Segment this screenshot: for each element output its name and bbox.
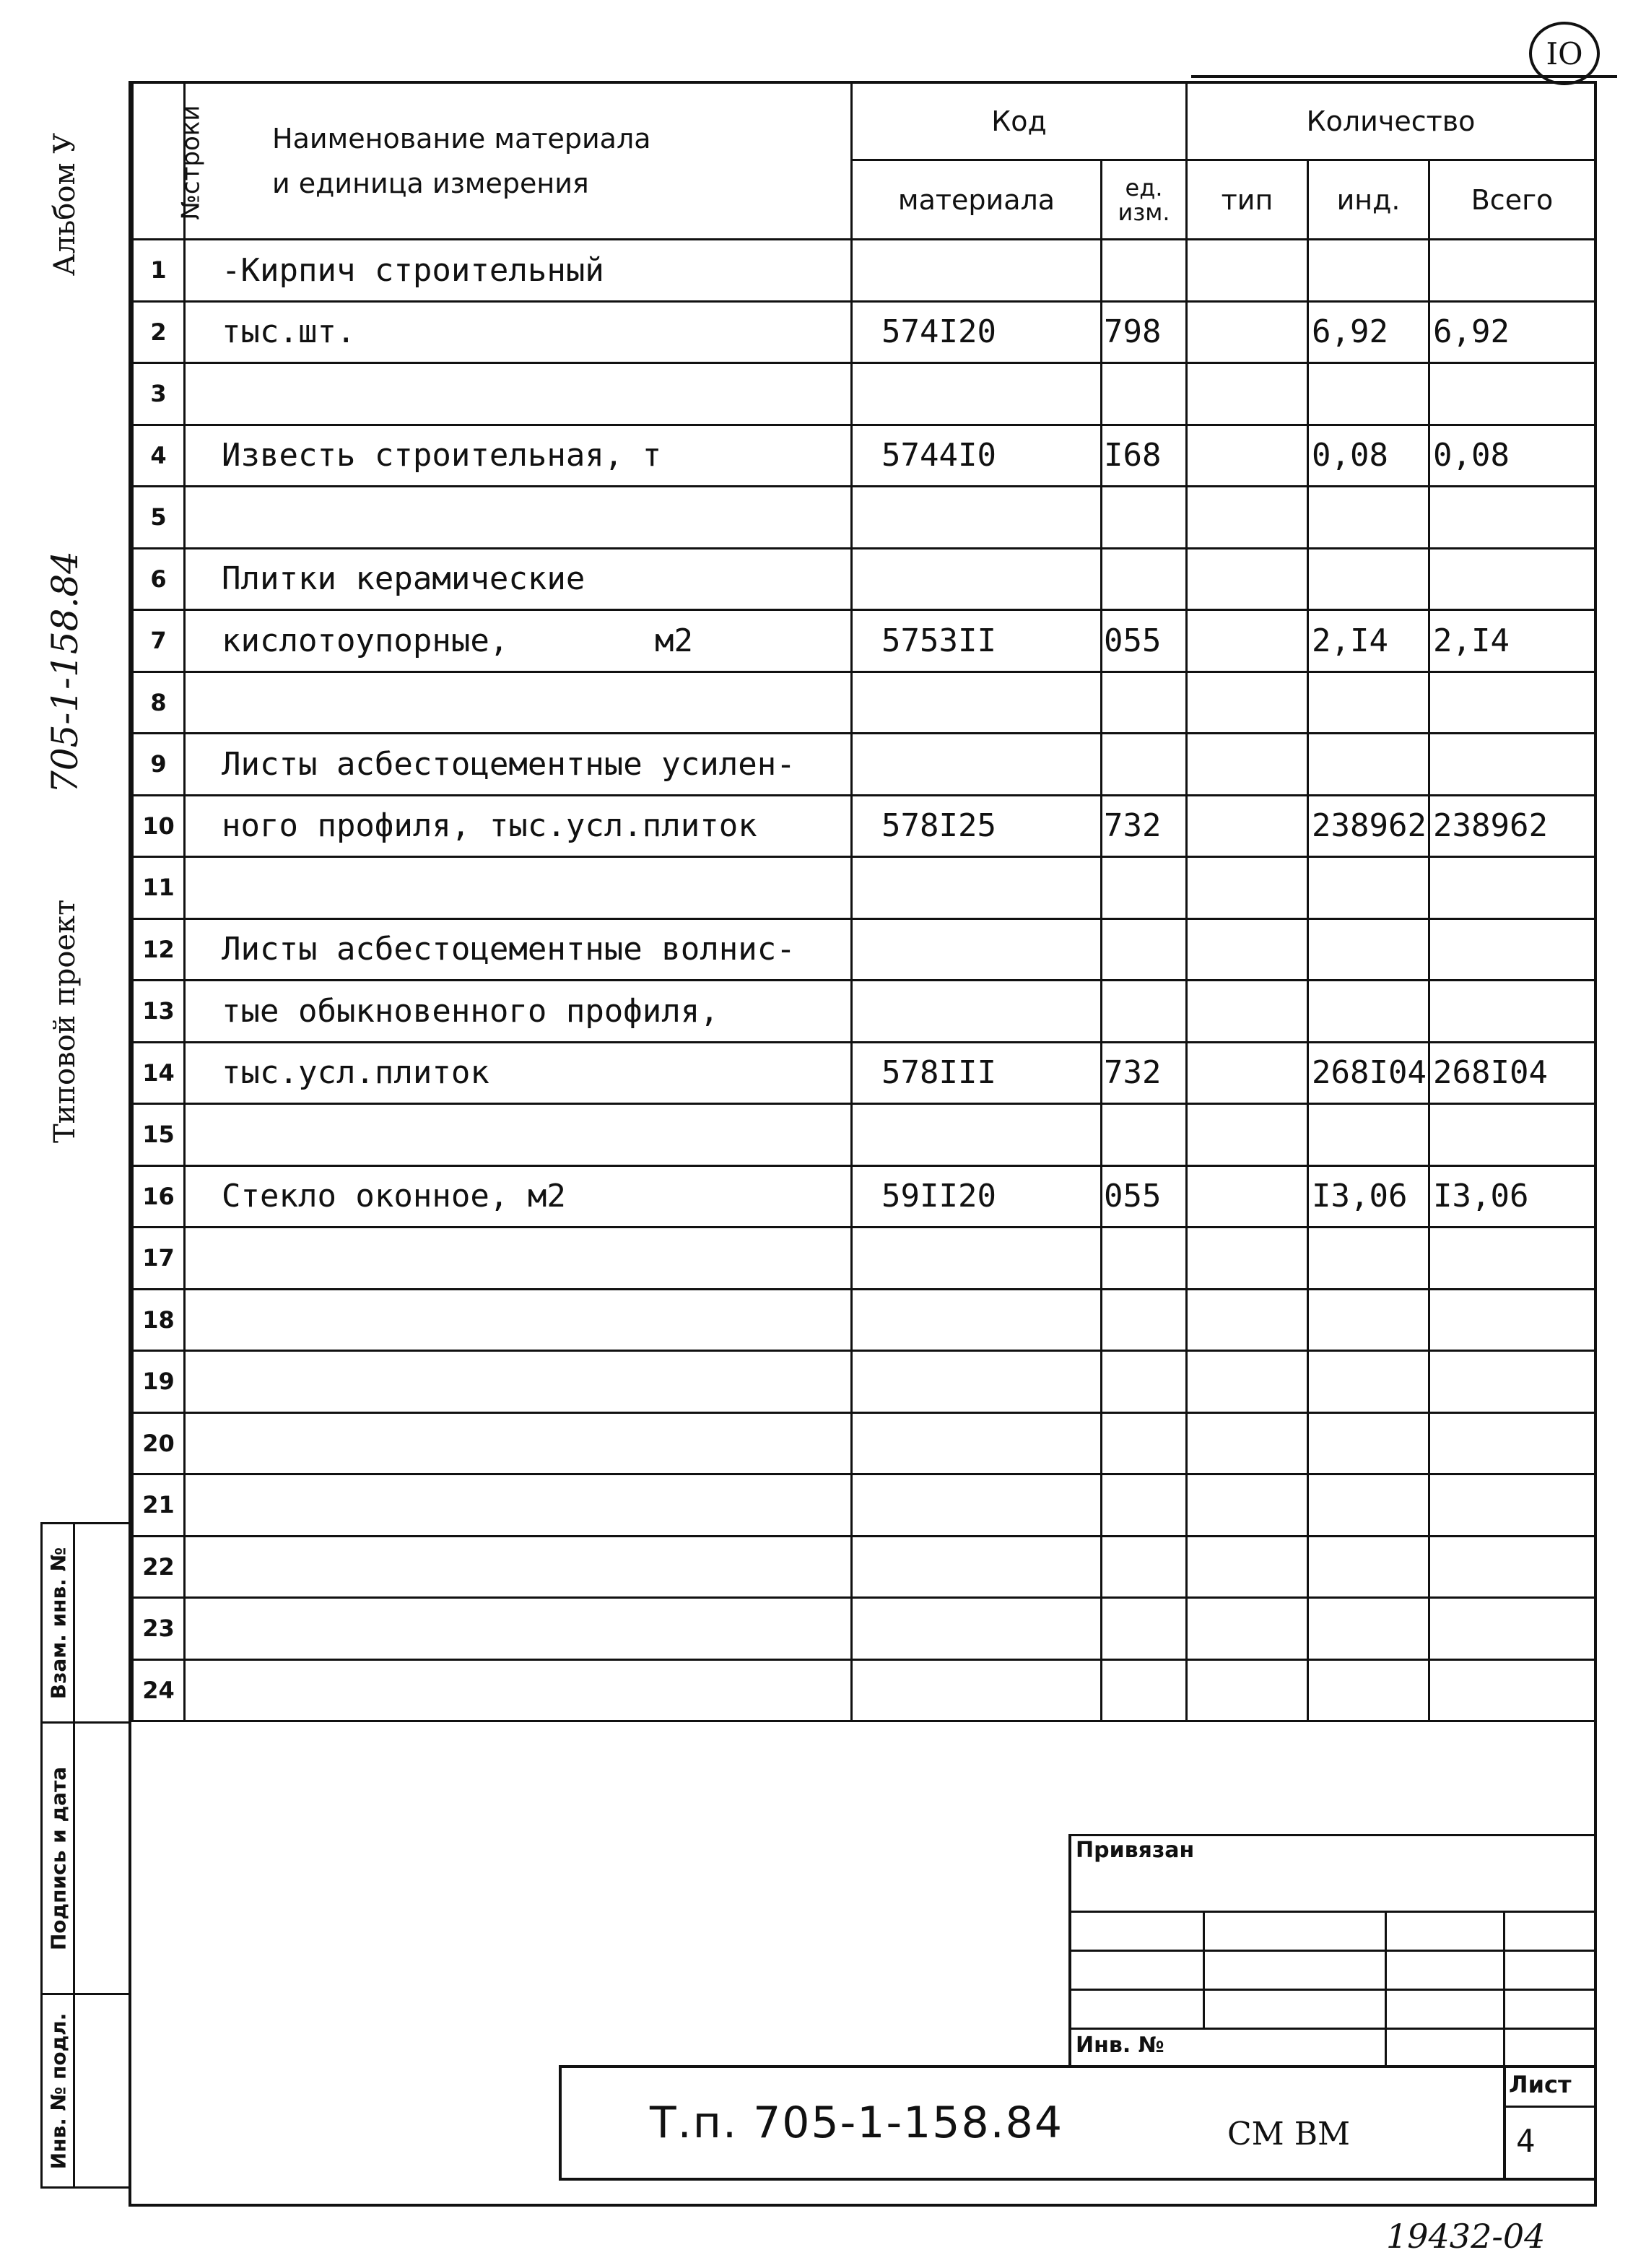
qty-type: [1187, 1228, 1308, 1290]
material-name: [185, 1412, 852, 1474]
qty-type: [1187, 548, 1308, 610]
material-code: 5753II: [852, 610, 1102, 672]
material-name: тыс.усл.плиток: [185, 1042, 852, 1104]
unit-code: [1102, 672, 1187, 734]
material-name: ного профиля, тыс.усл.плиток: [185, 795, 852, 857]
qty-ind: [1308, 1659, 1429, 1721]
table-row: [133, 1042, 1595, 1104]
row-number: 17: [133, 1228, 185, 1290]
material-name: -Кирпич строительный: [185, 240, 852, 302]
type-header: тип: [1187, 160, 1308, 240]
material-code: [852, 981, 1102, 1043]
material-code: [852, 734, 1102, 796]
material-code: [852, 240, 1102, 302]
material-code-header: материала: [852, 160, 1102, 240]
unit-header: ед. изм.: [1102, 160, 1187, 240]
table-row: [133, 425, 1595, 487]
qty-total: 2,I4: [1429, 610, 1595, 672]
qty-total: [1429, 672, 1595, 734]
row-number: 1: [133, 240, 185, 302]
qty-type: [1187, 301, 1308, 363]
material-name-unit: м2: [655, 622, 693, 659]
unit-code: [1102, 1659, 1187, 1721]
qty-total: [1429, 548, 1595, 610]
unit-code: 798: [1102, 301, 1187, 363]
unit-code: [1102, 1598, 1187, 1660]
qty-type: [1187, 1351, 1308, 1413]
row-number: 2: [133, 301, 185, 363]
qty-total: [1429, 1474, 1595, 1537]
qty-type: [1187, 795, 1308, 857]
unit-code: [1102, 1536, 1187, 1598]
material-code: [852, 672, 1102, 734]
material-name-text: кислотоупорные,: [222, 622, 509, 659]
material-name: Листы асбестоцементные волнис-: [185, 918, 852, 981]
name-header: Наименование материала и единица измерения: [185, 82, 852, 240]
material-name: Плитки керамические: [185, 548, 852, 610]
table-row: [133, 857, 1595, 919]
qty-type: [1187, 363, 1308, 425]
qty-type: [1187, 1042, 1308, 1104]
side-cell-podpis: Подпись и дата: [42, 1723, 74, 1994]
qty-ind: [1308, 981, 1429, 1043]
qty-total: [1429, 981, 1595, 1043]
qty-ind: [1308, 363, 1429, 425]
materials-table: [131, 81, 1596, 1722]
qty-type: [1187, 1412, 1308, 1474]
material-name: [185, 1536, 852, 1598]
row-number: 6: [133, 548, 185, 610]
row-number: 22: [133, 1536, 185, 1598]
row-number: 23: [133, 1598, 185, 1660]
qty-type: [1187, 1598, 1308, 1660]
material-name: тыс.шт.: [185, 301, 852, 363]
unit-code: [1102, 1351, 1187, 1413]
album-label: Альбом У: [48, 132, 82, 277]
material-name: [185, 857, 852, 919]
table-row: [133, 301, 1595, 363]
unit-code: [1102, 1104, 1187, 1166]
material-code: [852, 487, 1102, 549]
material-code: [852, 1351, 1102, 1413]
qty-ind: 0,08: [1308, 425, 1429, 487]
unit-code: [1102, 1474, 1187, 1537]
unit-code: 732: [1102, 795, 1187, 857]
row-number: 10: [133, 795, 185, 857]
attached-label: Привязан: [1076, 1838, 1195, 1863]
qty-total: [1429, 1598, 1595, 1660]
material-code: [852, 1536, 1102, 1598]
qty-total: [1429, 857, 1595, 919]
material-name: [185, 1598, 852, 1660]
qty-ind: [1308, 548, 1429, 610]
table-row: [133, 1412, 1595, 1474]
document-code: Т.п. 705-1-158.84: [650, 2098, 1064, 2148]
handwritten-project-number: 705-1-158.84: [44, 551, 86, 794]
qty-ind: [1308, 1412, 1429, 1474]
qty-ind: [1308, 1289, 1429, 1351]
row-number: 18: [133, 1289, 185, 1351]
row-number: 24: [133, 1659, 185, 1721]
qty-ind: [1308, 734, 1429, 796]
qty-type: [1187, 425, 1308, 487]
row-number: 3: [133, 363, 185, 425]
material-code: 59II20: [852, 1165, 1102, 1228]
qty-type: [1187, 672, 1308, 734]
material-name: [185, 610, 852, 672]
material-code: [852, 1474, 1102, 1537]
material-name: [185, 1289, 852, 1351]
frame-top-line: [1191, 75, 1617, 78]
table-row: [133, 487, 1595, 549]
material-code: [852, 1289, 1102, 1351]
side-cell-vzam: Взам. инв. №: [42, 1524, 74, 1723]
material-name: [185, 1351, 852, 1413]
unit-code: [1102, 734, 1187, 796]
material-name: [185, 1659, 852, 1721]
material-code: 5744I0: [852, 425, 1102, 487]
material-code: [852, 548, 1102, 610]
unit-code: [1102, 1228, 1187, 1290]
table-row: [133, 918, 1595, 981]
row-number-header: №строки: [133, 82, 185, 240]
qty-total: [1429, 487, 1595, 549]
qty-total: [1429, 363, 1595, 425]
unit-code: [1102, 857, 1187, 919]
row-number: 15: [133, 1104, 185, 1166]
row-number: 19: [133, 1351, 185, 1413]
material-name: [185, 487, 852, 549]
qty-type: [1187, 1289, 1308, 1351]
unit-code: [1102, 1412, 1187, 1474]
table-row: [133, 610, 1595, 672]
unit-code: 732: [1102, 1042, 1187, 1104]
qty-ind: [1308, 240, 1429, 302]
stamp-grid: [1068, 1834, 1597, 2065]
ind-header: инд.: [1308, 160, 1429, 240]
material-code: [852, 1104, 1102, 1166]
unit-code: [1102, 981, 1187, 1043]
table-row: [133, 1474, 1595, 1537]
qty-ind: [1308, 1474, 1429, 1537]
table-row: [133, 1165, 1595, 1228]
qty-total: [1429, 1351, 1595, 1413]
unit-code: 055: [1102, 610, 1187, 672]
sheet-number: 4: [1516, 2123, 1536, 2160]
material-code: [852, 1412, 1102, 1474]
table-row: [133, 1659, 1595, 1721]
inventory-number-label: Инв. №: [1076, 2033, 1164, 2058]
qty-type: [1187, 918, 1308, 981]
material-name: Известь строительная, т: [185, 425, 852, 487]
row-number: 20: [133, 1412, 185, 1474]
material-code: [852, 918, 1102, 981]
qty-ind: [1308, 918, 1429, 981]
qty-ind: 268I04: [1308, 1042, 1429, 1104]
qty-type: [1187, 734, 1308, 796]
qty-total: 238962: [1429, 795, 1595, 857]
qty-type: [1187, 240, 1308, 302]
material-name: [185, 1474, 852, 1537]
qty-total: [1429, 734, 1595, 796]
row-number: 8: [133, 672, 185, 734]
qty-ind: [1308, 1228, 1429, 1290]
qty-total: 6,92: [1429, 301, 1595, 363]
side-stamp: [40, 1522, 131, 2189]
document-mark: СМ ВМ: [1227, 2116, 1351, 2152]
table-row: [133, 1104, 1595, 1166]
qty-total: [1429, 1228, 1595, 1290]
row-number: 7: [133, 610, 185, 672]
table-row: [133, 734, 1595, 796]
qty-type: [1187, 1536, 1308, 1598]
row-number: 21: [133, 1474, 185, 1537]
qty-ind: [1308, 487, 1429, 549]
row-number: 13: [133, 981, 185, 1043]
qty-type: [1187, 857, 1308, 919]
material-code: [852, 857, 1102, 919]
qty-type: [1187, 1104, 1308, 1166]
row-number: 4: [133, 425, 185, 487]
qty-total: [1429, 1412, 1595, 1474]
unit-code: [1102, 363, 1187, 425]
unit-code: 055: [1102, 1165, 1187, 1228]
qty-total: [1429, 1104, 1595, 1166]
material-code: [852, 1598, 1102, 1660]
qty-total: [1429, 1289, 1595, 1351]
qty-total: [1429, 1536, 1595, 1598]
qty-type: [1187, 487, 1308, 549]
material-name: [185, 363, 852, 425]
qty-total: 268I04: [1429, 1042, 1595, 1104]
row-number: 11: [133, 857, 185, 919]
material-code: 578III: [852, 1042, 1102, 1104]
sheet-box-divider: [1503, 2106, 1597, 2108]
unit-code: [1102, 240, 1187, 302]
table-row: [133, 548, 1595, 610]
qty-type: [1187, 1659, 1308, 1721]
material-name: [185, 1104, 852, 1166]
table-row: [133, 1289, 1595, 1351]
unit-code: [1102, 918, 1187, 981]
qty-ind: I3,06: [1308, 1165, 1429, 1228]
sheet-label: Лист: [1509, 2071, 1572, 2098]
row-number: 12: [133, 918, 185, 981]
code-header: Код: [852, 82, 1187, 160]
qty-ind: [1308, 1351, 1429, 1413]
material-name: [185, 672, 852, 734]
qty-ind: [1308, 1104, 1429, 1166]
qty-ind: [1308, 1536, 1429, 1598]
qty-type: [1187, 1474, 1308, 1537]
total-header: Всего: [1429, 160, 1595, 240]
table-row: [133, 1598, 1595, 1660]
qty-total: [1429, 918, 1595, 981]
page-number-badge: IO: [1529, 22, 1600, 85]
qty-total: 0,08: [1429, 425, 1595, 487]
qty-type: [1187, 981, 1308, 1043]
qty-total: [1429, 240, 1595, 302]
qty-ind: 6,92: [1308, 301, 1429, 363]
qty-ind: 2,I4: [1308, 610, 1429, 672]
material-code: [852, 363, 1102, 425]
qty-ind: [1308, 1598, 1429, 1660]
material-code: 578I25: [852, 795, 1102, 857]
archive-number: 19432-04: [1386, 2217, 1546, 2256]
row-number: 5: [133, 487, 185, 549]
qty-total: I3,06: [1429, 1165, 1595, 1228]
row-number: 16: [133, 1165, 185, 1228]
row-number: 9: [133, 734, 185, 796]
typical-project-label: Типовой проект: [48, 899, 82, 1143]
material-name: Стекло оконное, м2: [185, 1165, 852, 1228]
table-row: [133, 240, 1595, 302]
table-row: [133, 981, 1595, 1043]
qty-type: [1187, 1165, 1308, 1228]
table-row: [133, 672, 1595, 734]
table-row: [133, 1228, 1595, 1290]
material-code: [852, 1228, 1102, 1290]
unit-code: [1102, 487, 1187, 549]
quantity-header: Количество: [1187, 82, 1595, 160]
table-row: [133, 795, 1595, 857]
table-row: [133, 363, 1595, 425]
unit-code: [1102, 1289, 1187, 1351]
qty-type: [1187, 610, 1308, 672]
material-code: [852, 1659, 1102, 1721]
material-name: тые обыкновенного профиля,: [185, 981, 852, 1043]
qty-ind: [1308, 672, 1429, 734]
material-name: Листы асбестоцементные усилен-: [185, 734, 852, 796]
qty-total: [1429, 1659, 1595, 1721]
material-name: [185, 1228, 852, 1290]
qty-ind: [1308, 857, 1429, 919]
side-cell-inv-podl: Инв. № подл.: [42, 1994, 74, 2188]
qty-ind: 238962: [1308, 795, 1429, 857]
unit-code: I68: [1102, 425, 1187, 487]
table-row: [133, 1536, 1595, 1598]
table-row: [133, 1351, 1595, 1413]
row-number: 14: [133, 1042, 185, 1104]
material-code: 574I20: [852, 301, 1102, 363]
unit-code: [1102, 548, 1187, 610]
